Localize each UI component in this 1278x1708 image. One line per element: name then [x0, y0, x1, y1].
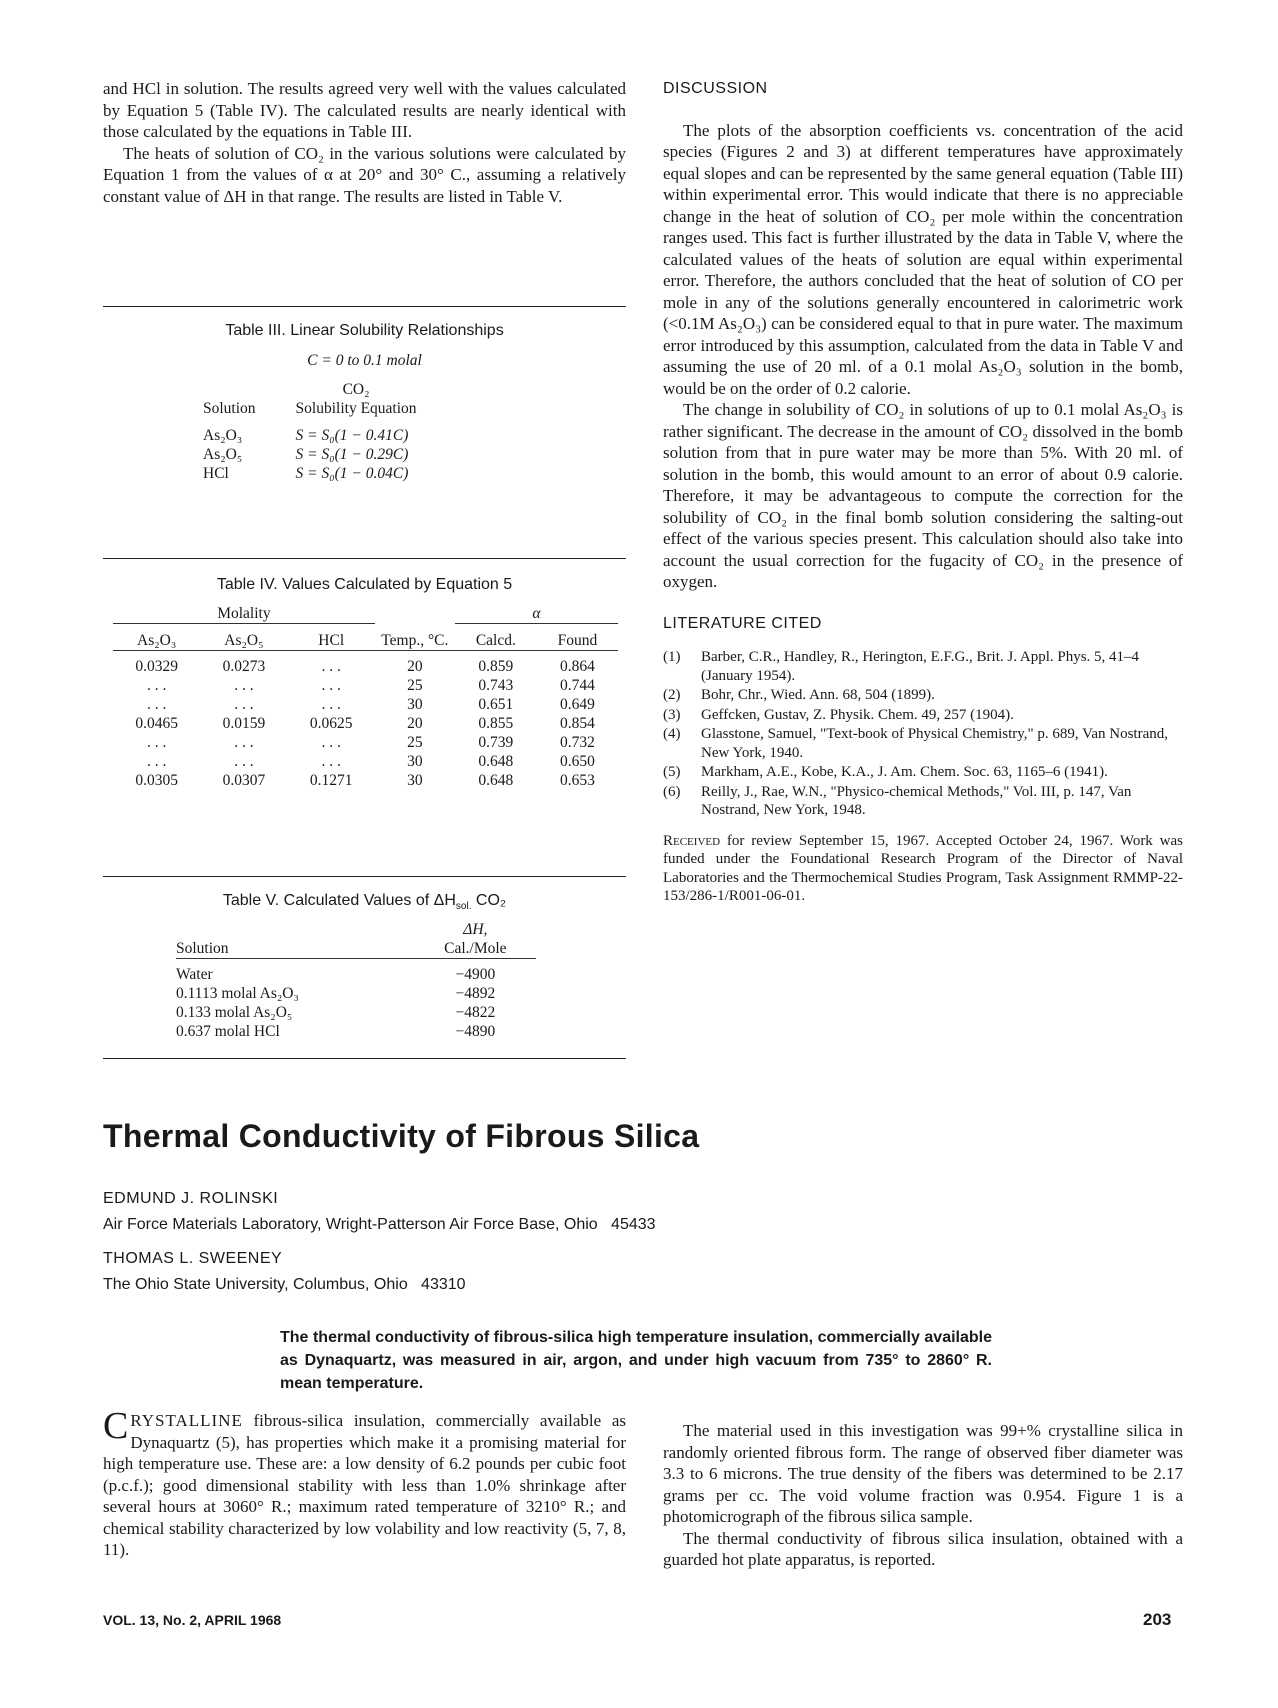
- table-cell: S = S₀(1 − 0.41C): [295, 427, 409, 444]
- table-row: 0.1113 molal As₂O₃ −4892: [176, 985, 496, 1002]
- table-row: . . . . . . . . . 30 0.651 0.649: [146, 696, 595, 713]
- reference: (1) Barber, C.R., Handley, R., Herington, E.F.G., Brit. J. Appl. Phys. 5, 41–4 (January 1954).: [663, 649, 1140, 684]
- table3-col2-top: CO₂: [342, 381, 370, 398]
- table-cell: S = S₀(1 − 0.04C): [295, 465, 409, 482]
- reference: (6) Reilly, J., Rae, W.N., "Physico-chemical Methods," Vol. III, p. 147, Van Nostrand, New York, 1948.: [663, 783, 1132, 818]
- author-name: EDMUND J. ROLINSKI: [103, 1190, 279, 1207]
- table-row: [203, 464, 457, 483]
- table5-title: Table V. Calculated Values of $\Delta H_{sol.}$ CO₂: [222, 892, 507, 913]
- table4-title: Table IV. Values Calculated by Equation 5: [216, 576, 513, 593]
- abstract: The thermal conductivity of fibrous-silica high temperature insulation, commercially available as Dynaquartz, was measured in air, argon, and under high vacuum from 735° to 2860° R. mean temperature.: [280, 1329, 992, 1392]
- table-row: . . . . . . . . . 30 0.648 0.650: [146, 753, 595, 770]
- table-rule: [103, 558, 626, 559]
- table-cell: As₂O₅: [203, 446, 243, 463]
- table5-col1: Solution: [176, 940, 229, 957]
- page-number: 203: [1143, 1610, 1172, 1629]
- discussion: [663, 78, 1183, 906]
- table3-title: Table III. Linear Solubility Relationships: [225, 322, 504, 339]
- table4-temp: Temp., °C.: [381, 632, 449, 649]
- table-row: 0.0305 0.0307 0.1271 30 0.648 0.653: [135, 772, 595, 789]
- received-note: Received for review September 15, 1967. Accepted October 24, 1967. Work was funded under the Foundational Research Program of the Director of Naval Laboratories and the Thermochemical Studies Program, Task Assignment RMMP-22-153/286-1/R001-06-01.: [663, 832, 1183, 904]
- table-rule: [103, 876, 626, 877]
- table5-col2-top: ΔH,: [463, 921, 488, 938]
- paragraph: CRYSTALLINE fibrous-silica insulation, commercially available as Dynaquartz (5), has properties which make it a promising material for high temperature use. These are: a low density of 6.2 pounds per cubic foot (p.c.f.); good dimensional stability with less than 1.0% shrinkage after several hours at 3060° R.; maximum rated temperature of 3210° R.; and chemical stability characterized by low volability and low reactivity (5, 7, 8, 11).: [103, 1405, 626, 1559]
- table-row: . . . . . . . . . 25 0.739 0.732: [146, 734, 595, 751]
- table3-col1: Solution: [203, 400, 256, 417]
- table-header: Found: [557, 632, 598, 649]
- table-row: 0.0465 0.0159 0.0625 20 0.855 0.854: [135, 715, 595, 732]
- table3-subtitle: C = 0 to 0.1 molal: [307, 352, 422, 369]
- table-header: Calcd.: [475, 632, 516, 649]
- table5-col2: Cal./Mole: [444, 940, 507, 957]
- table-row: . . . . . . . . . 25 0.743 0.744: [146, 677, 595, 694]
- paragraph: and HCl in solution. The results agreed very well with the values calculated by Equation 5 (Table IV). The calculated results are nearly identical with those calculated by the equations in Table III.: [103, 79, 626, 141]
- table-row: [203, 445, 457, 464]
- table4-molality: Molality: [113, 604, 375, 624]
- table4: [113, 604, 618, 790]
- table-cell: As₂O₃: [203, 427, 243, 444]
- author-affiliation: The Ohio State University, Columbus, Ohio 43310: [103, 1276, 466, 1293]
- table-cell: S = S₀(1 − 0.29C): [295, 446, 409, 463]
- paragraph: The change in solubility of CO₂ in solutions of up to 0.1 molal As₂O₃ is rather significant. The decrease in the amount of CO₂ dissolved in the bomb solution from that in pure water may be more than 5%. With 20 ml. of solution in the bomb, this would amount to an error of about 0.9 calorie. Therefore, it may be advantageous to compute the correction for the solubility of CO₂ in the final bomb solution considering the salting-out effect of the various species present. This calculation should also take into account the usual correction for the fugacity of CO₂ in the presence of oxygen.: [663, 400, 1183, 591]
- table3: [203, 380, 457, 483]
- reference: (5) Markham, A.E., Kobe, K.A., J. Am. Chem. Soc. 63, 1165–6 (1941).: [663, 764, 1108, 780]
- paragraph: The thermal conductivity of fibrous silica insulation, obtained with a guarded hot plate apparatus, is reported.: [663, 1528, 1183, 1569]
- table4-alpha: α: [455, 604, 618, 624]
- table-row: [203, 426, 457, 445]
- reference: (4) Glasstone, Samuel, "Text-book of Physical Chemistry," p. 689, Van Nostrand, New York, 1940.: [663, 726, 1168, 761]
- table-header: As₂O₅: [224, 632, 264, 649]
- article-title: Thermal Conductivity of Fibrous Silica: [103, 1118, 700, 1154]
- paragraph: The plots of the absorption coefficients vs. concentration of the acid species (Figures 2 and 3) at different temperatures have approximately equal slopes and can be represented by the same general equation (Table III) within experimental error. This would indicate that there is no appreciable change in the heat of solution of CO₂ per mole within the concentration ranges used. This fact is further illustrated by the data in Table V, where the calculated values of the heats of solution are equal within experimental error. Therefore, the authors concluded that the heat of solution of CO per mole in any of the solutions generally encountered in calorimetric work (<0.1M As₂O₃) can be considered equal to that in pure water. The maximum error introduced by this assumption, calculated from the data in Table V and assuming the use of 20 ml. of a 0.1 molal As₂O₃ solution in the bomb, would be on the order of 0.2 calorie.: [663, 120, 1183, 398]
- paragraph: The material used in this investigation was 99+% crystalline silica in randomly oriented fibrous form. The range of observed fiber diameter was 3.3 to 6 microns. The true density of the fibers was determined to be 2.17 grams per cc. The void volume fraction was 0.954. Figure 1 is a photomicrograph of the fibrous silica sample.: [663, 1421, 1183, 1526]
- table-cell: HCl: [203, 465, 229, 482]
- left-top-text: [103, 78, 626, 207]
- reference: (3) Geffcken, Gustav, Z. Physik. Chem. 49, 257 (1904).: [663, 706, 1014, 723]
- author-affiliation: Air Force Materials Laboratory, Wright-Patterson Air Force Base, Ohio 45433: [103, 1216, 656, 1233]
- table5: [176, 920, 536, 1041]
- table-rule: [103, 1058, 626, 1059]
- author-name: THOMAS L. SWEENEY: [103, 1250, 283, 1267]
- drop-cap: C: [103, 1405, 129, 1447]
- table3-col2: Solubility Equation: [295, 400, 417, 417]
- reference: (2) Bohr, Chr., Wied. Ann. 68, 504 (1899).: [663, 687, 935, 703]
- paragraph: The heats of solution of CO₂ in the various solutions were calculated by Equation 1 from the values of α at 20° and 30° C., assuming a relatively constant value of ΔH in that range. The results are listed in Table V.: [103, 143, 626, 206]
- table-header: HCl: [318, 632, 345, 649]
- discussion-heading: DISCUSSION: [663, 80, 768, 97]
- table-row: 0.133 molal As₂O₅ −4822: [176, 1004, 496, 1021]
- table-row: 0.637 molal HCl −4890: [176, 1023, 496, 1040]
- body-right: [663, 1420, 1183, 1571]
- body-left: [103, 1405, 626, 1561]
- literature-heading: LITERATURE CITED: [663, 614, 822, 632]
- journal-info: VOL. 13, No. 2, APRIL 1968: [103, 1612, 282, 1628]
- table-row: Water −4900: [176, 966, 496, 983]
- table-row: 0.0329 0.0273 . . . 20 0.859 0.864: [135, 658, 595, 675]
- table-rule: [103, 306, 626, 307]
- table-header: As₂O₃: [137, 632, 177, 649]
